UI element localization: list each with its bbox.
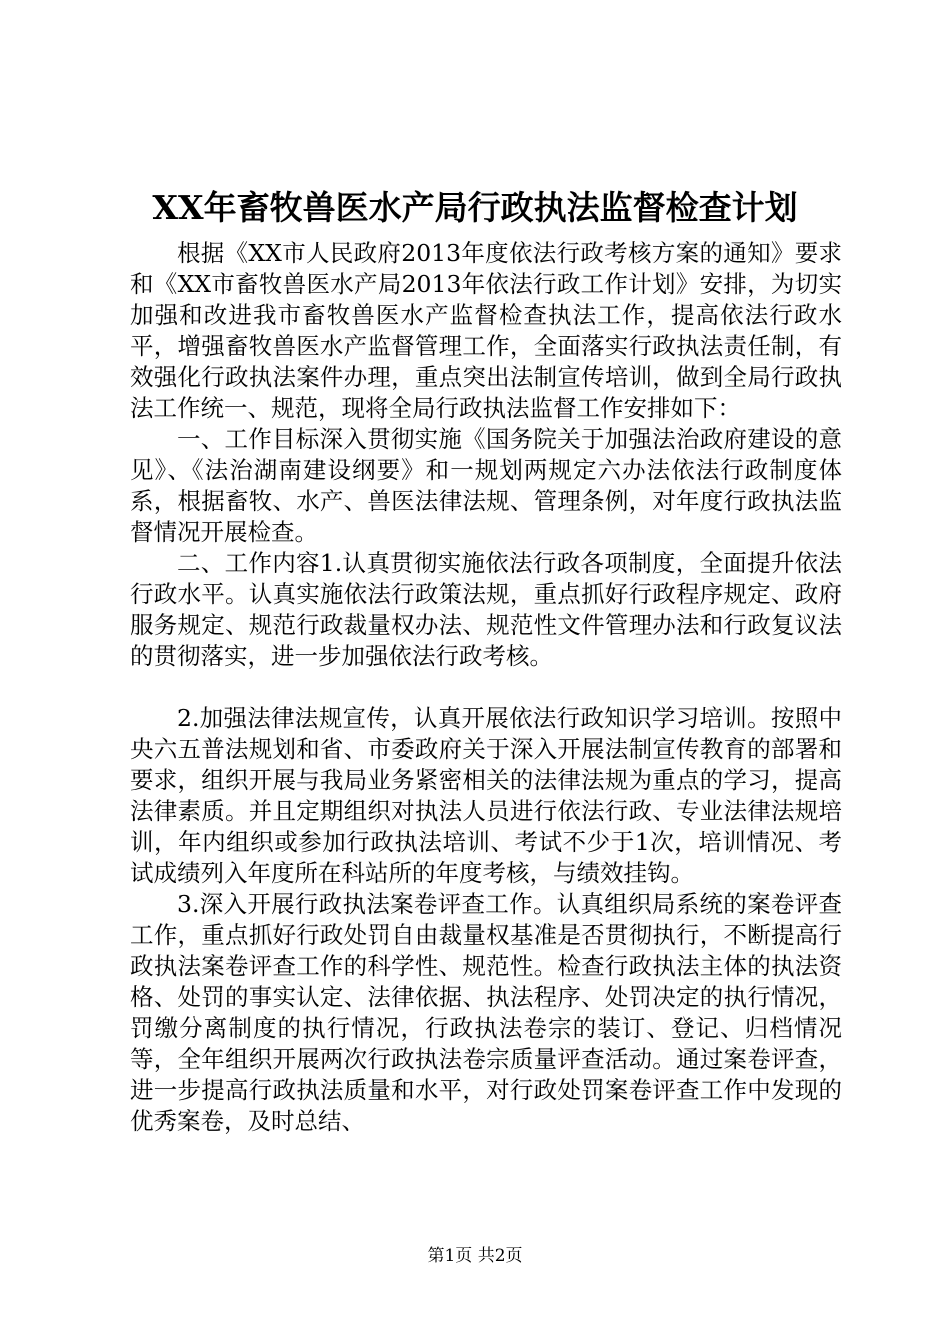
paragraph-work-goal: 一、工作目标深入贯彻实施《国务院关于加强法治政府建设的意见》、《法治湖南建设纲要》和一规划两规定六办法依法行政制度体系，根据畜牧、水产、兽医法律法规、管理条例，对年度行政执法监督情况开展检查。: [130, 425, 842, 546]
paragraph-law-publicity: 2.加强法律法规宣传，认真开展依法行政知识学习培训。按照中央六五普法规划和省、市委政府关于深入开展法制宣传教育的部署和要求，组织开展与我局业务紧密相关的法律法规为重点的学习，提高法律素质。并且定期组织对执法人员进行依法行政、专业法律法规培训，年内组织或参加行政执法培训、考试不少于1次，培训情况、考试成绩列入年度所在科站所的年度考核，与绩效挂钩。: [130, 704, 842, 887]
paragraph-case-review: 3.深入开展行政执法案卷评查工作。认真组织局系统的案卷评查工作，重点抓好行政处罚自由裁量权基准是否贯彻执行，不断提高行政执法案卷评查工作的科学性、规范性。检查行政执法主体的执法资格、处罚的事实认定、法律依据、执法程序、处罚决定的执行情况，罚缴分离制度的执行情况，行政执法卷宗的装订、登记、归档情况等，全年组织开展两次行政执法卷宗质量评查活动。通过案卷评查，进一步提高行政执法质量和水平，对行政处罚案卷评查工作中发现的优秀案卷，及时总结、: [130, 890, 842, 1135]
page-indicator: 第1页 共2页: [427, 1246, 523, 1266]
document-title: XX年畜牧兽医水产局行政执法监督检查计划: [152, 188, 798, 227]
paragraph-intro: 根据《XX市人民政府2013年度依法行政考核方案的通知》要求和《XX市畜牧兽医水产局2013年依法行政工作计划》安排，为切实加强和改进我市畜牧兽医水产监督检查执法工作，提高依法行政水平，增强畜牧兽医水产监督管理工作，全面落实行政执法责任制，有效强化行政执法案件办理，重点突出法制宣传培训，做到全局行政执法工作统一、规范，现将全局行政执法监督工作安排如下：: [130, 239, 842, 422]
page-footer: [0, 1245, 950, 1267]
document-body: [130, 238, 842, 1137]
paragraph-work-content: 二、工作内容1.认真贯彻实施依法行政各项制度，全面提升依法行政水平。认真实施依法行政策法规，重点抓好行政程序规定、政府服务规定、规范行政裁量权办法、规范性文件管理办法和行政复议法的贯彻落实，进一步加强依法行政考核。: [130, 549, 842, 670]
